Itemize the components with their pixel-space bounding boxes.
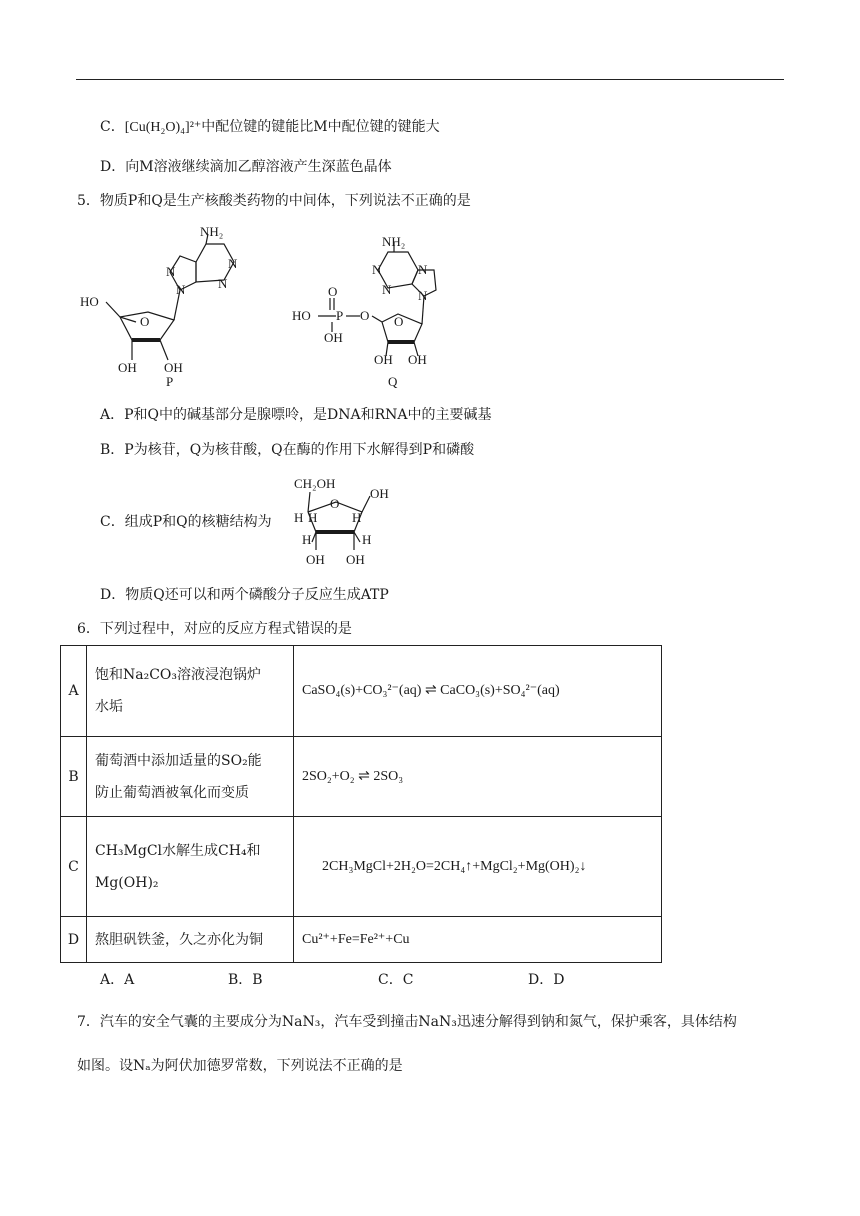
- desc-line: CH₃MgCl水解生成CH₄和: [95, 842, 261, 859]
- q-n3: N: [382, 282, 392, 297]
- p-label: P: [166, 374, 174, 389]
- option-text: 向M溶液继续滴加乙醇溶液产生深蓝色晶体: [125, 159, 392, 175]
- question-7-line-2: 如图。设Nₐ为阿伏加德罗常数，下列说法不正确的是: [77, 1058, 403, 1074]
- row-label: B: [61, 737, 87, 817]
- ribose-ch2oh: CH₂OH: [294, 476, 336, 491]
- table-row: [61, 737, 662, 817]
- p-ho-text: HO: [80, 294, 99, 309]
- row-equation: 2CH₃MgCl+2H₂O=2CH₄↑+MgCl₂+Mg(OH)₂↓: [294, 817, 662, 917]
- option-label: C．: [100, 119, 125, 135]
- q5-option-c: C．组成P和Q的核糖结构为: [100, 514, 272, 530]
- row-description: 熬胆矾铁釜，久之亦化为铜: [87, 917, 294, 963]
- q5-option-b: B．P为核苷，Q为核苷酸，Q在酶的作用下水解得到P和磷酸: [100, 442, 475, 458]
- desc-line: 饱和Na₂CO₃溶液浸泡锅炉: [95, 667, 262, 683]
- q5-option-a: A．P和Q中的碱基部分是腺嘌呤，是DNA和RNA中的主要碱基: [100, 407, 492, 423]
- option-text: 中配位键的键能比M中配位键的键能大: [201, 119, 440, 135]
- ribose-h5: H: [362, 532, 372, 547]
- p-n3: N: [218, 276, 228, 291]
- table-row: [61, 646, 662, 737]
- row-equation: Cu²⁺+Fe=Fe²⁺+Cu: [294, 917, 662, 963]
- q-oh-left: OH: [374, 352, 393, 367]
- desc-line: 葡萄酒中添加适量的SO₂能: [95, 752, 262, 769]
- p-ring-o: O: [140, 314, 150, 329]
- structure-q-diagram: [288, 230, 458, 390]
- ribose-h4: H: [302, 532, 312, 547]
- desc-line: 防止葡萄酒被氧化而变质: [95, 784, 249, 801]
- q-n9: N: [418, 288, 428, 303]
- ribose-h3: H: [352, 510, 362, 525]
- option-label: D．: [100, 159, 126, 175]
- q6-choices: [100, 970, 564, 990]
- p-n7: N: [166, 264, 176, 279]
- q-n7: N: [418, 262, 428, 277]
- structure-p-diagram: [76, 222, 276, 392]
- q4-option-c: [100, 117, 440, 138]
- q-o-top: O: [328, 284, 338, 299]
- row-equation: CaSO₄(s)+CO₃²⁻(aq) ⇌ CaCO₃(s)+SO₄²⁻(aq): [294, 646, 662, 737]
- p-oh-left: OH: [118, 360, 137, 375]
- question-6-stem: 6．下列过程中，对应的反应方程式错误的是: [77, 621, 352, 637]
- table-row: [61, 917, 662, 963]
- choice-c[interactable]: C．C: [378, 972, 414, 988]
- choice-a[interactable]: A．A: [100, 972, 135, 988]
- ribose-h2: H: [308, 510, 318, 525]
- reaction-table: [60, 645, 662, 963]
- question-5-stem: 5．物质P和Q是生产核酸类药物的中间体，下列说法不正确的是: [77, 193, 471, 209]
- q-nh2: NH₂: [382, 234, 406, 249]
- row-description: [87, 737, 294, 817]
- question-7-line-1: 7．汽车的安全气囊的主要成分为NaN₃，汽车受到撞击NaN₃迅速分解得到钠和氮气，保护乘客，具体结构: [77, 1014, 737, 1030]
- ribose-h1: H: [294, 510, 304, 525]
- q-n1: N: [372, 262, 382, 277]
- ribose-oh-right: OH: [346, 552, 365, 567]
- row-label: C: [61, 817, 87, 917]
- q4-option-d: [100, 157, 392, 177]
- ribose-oh-left: OH: [306, 552, 325, 567]
- desc-line: 水垢: [95, 699, 123, 715]
- q-p-atom: P: [336, 308, 344, 323]
- choice-b[interactable]: B．B: [228, 972, 263, 988]
- p-n9: N: [176, 282, 186, 297]
- row-label: A: [61, 646, 87, 737]
- row-description: [87, 817, 294, 917]
- row-description: [87, 646, 294, 737]
- desc-line: Mg(OH)₂: [95, 874, 159, 891]
- p-oh-right: OH: [164, 360, 183, 375]
- q-label: Q: [388, 374, 398, 389]
- q-ring-o: O: [394, 314, 404, 329]
- p-n1: N: [228, 256, 238, 271]
- ribose-o: O: [330, 496, 340, 511]
- q-oh-bottom: OH: [324, 330, 343, 345]
- complex-formula: [Cu(H₂O)₄]²⁺: [124, 120, 202, 135]
- row-equation: 2SO₂+O₂ ⇌ 2SO₃: [294, 737, 662, 817]
- q-oh-right: OH: [408, 352, 427, 367]
- table-row: [61, 817, 662, 917]
- q-o-ester: O: [360, 308, 370, 323]
- q5-option-d: D．物质Q还可以和两个磷酸分子反应生成ATP: [100, 587, 389, 603]
- ribose-oh-top: OH: [370, 486, 389, 501]
- p-nh2: NH₂: [200, 224, 224, 239]
- ribose-structure-diagram: [290, 472, 400, 572]
- choice-d[interactable]: D．D: [528, 972, 565, 988]
- header-rule: [76, 79, 784, 80]
- q-ho-text: HO: [292, 308, 311, 323]
- row-label: D: [61, 917, 87, 963]
